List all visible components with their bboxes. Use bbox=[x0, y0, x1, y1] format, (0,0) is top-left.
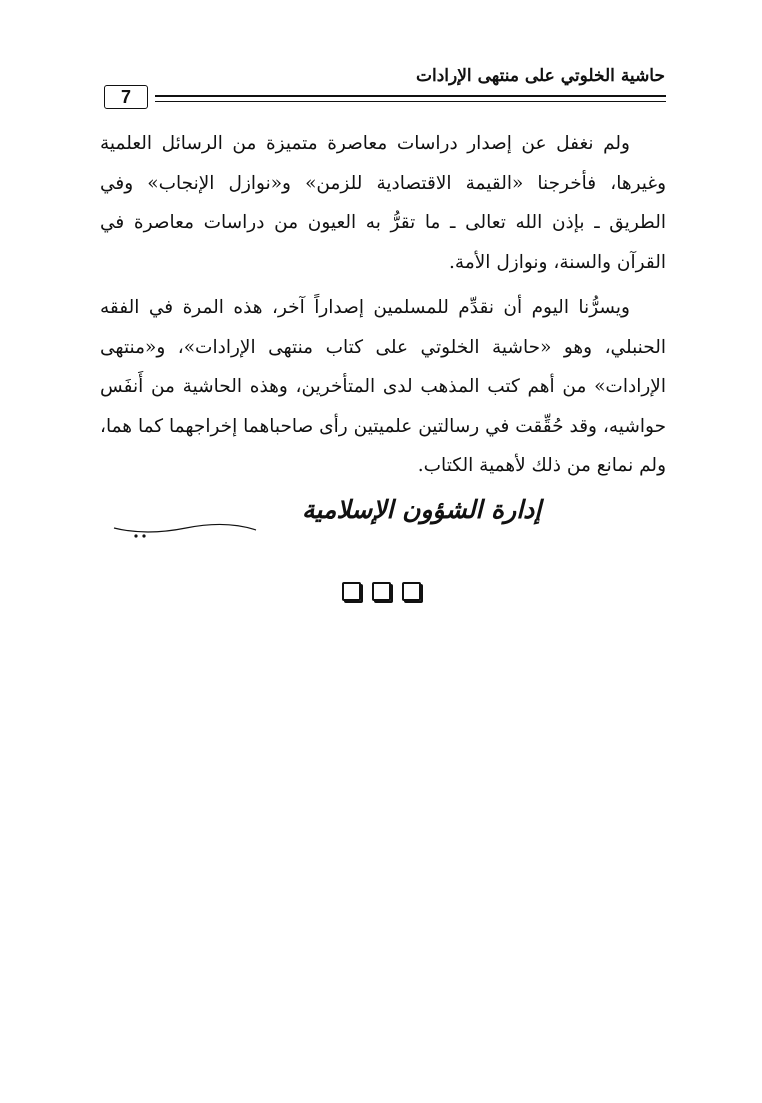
hollow-square-icon bbox=[372, 582, 391, 601]
section-end-marker bbox=[342, 582, 421, 601]
paragraph: ولم نغفل عن إصدار دراسات معاصرة متميزة من الرسائل العلمية وغيرها، فأخرجنا «القيمة الاقتصادية للزمن» و«نوازل الإنجاب» وفي الطريق ـ بإذن الله تعالى ـ ما تقرُّ به العيون من دراسات معاصرة في القرآن والسنة، ونوازل الأمة. bbox=[100, 133, 666, 273]
header-rule-thin bbox=[155, 101, 666, 102]
body-text bbox=[100, 124, 666, 486]
header-rule-thick bbox=[155, 95, 666, 97]
hollow-square-icon bbox=[402, 582, 421, 601]
signature-text: إدارة الشؤون الإسلامية bbox=[302, 495, 542, 524]
calligraphy-signature bbox=[106, 484, 542, 544]
page-number: 7 bbox=[104, 85, 148, 109]
signature-flourish bbox=[114, 524, 256, 532]
hollow-square-icon bbox=[342, 582, 361, 601]
paragraph: ويسرُّنا اليوم أن نقدِّم للمسلمين إصداراً آخر، هذه المرة في الفقه الحنبلي، وهو «حاشية الخلوتي على كتاب منتهى الإرادات»، و«منتهى الإرادات» من أهم كتب المذهب لدى المتأخرين، وهذه الحاشية من أَنفَس حواشيه، وقد حُقِّقت في رسالتين علميتين رأى صاحباهما إخراجهما كما هما، ولم نمانع من ذلك لأهمية الكتاب. bbox=[100, 297, 666, 476]
running-title: حاشية الخلوتي على منتهى الإرادات bbox=[416, 66, 665, 86]
